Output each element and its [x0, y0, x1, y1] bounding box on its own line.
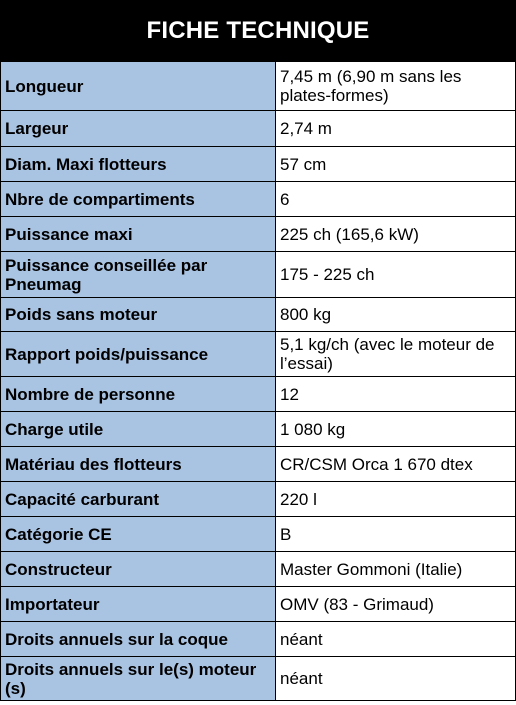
table-row	[1, 252, 516, 298]
row-value: 1 080 kg	[276, 412, 516, 447]
table-row	[1, 622, 516, 657]
row-value: 175 - 225 ch	[276, 252, 516, 298]
row-value: 800 kg	[276, 298, 516, 332]
row-value: 12	[276, 377, 516, 412]
table-row	[1, 517, 516, 552]
row-label: Longueur	[1, 62, 276, 111]
row-value: 225 ch (165,6 kW)	[276, 217, 516, 252]
table-row	[1, 377, 516, 412]
row-value: Master Gommoni (Italie)	[276, 552, 516, 587]
row-label: Nbre de compartiments	[1, 182, 276, 217]
row-value: néant	[276, 657, 516, 701]
row-value: 6	[276, 182, 516, 217]
row-label: Capacité carburant	[1, 482, 276, 517]
row-value: 2,74 m	[276, 111, 516, 147]
sheet-title: FICHE TECHNIQUE	[0, 0, 516, 61]
row-value: B	[276, 517, 516, 552]
table-row	[1, 62, 516, 111]
table-row	[1, 447, 516, 482]
row-label: Importateur	[1, 587, 276, 622]
row-label: Puissance maxi	[1, 217, 276, 252]
row-label: Rapport poids/puissance	[1, 332, 276, 377]
row-value: 7,45 m (6,90 m sans les plates-formes)	[276, 62, 516, 111]
row-label: Puissance conseillée par Pneumag	[1, 252, 276, 298]
table-row	[1, 182, 516, 217]
row-label: Droits annuels sur la coque	[1, 622, 276, 657]
row-label: Constructeur	[1, 552, 276, 587]
table-row	[1, 587, 516, 622]
row-label: Charge utile	[1, 412, 276, 447]
row-value: 5,1 kg/ch (avec le moteur de l’essai)	[276, 332, 516, 377]
row-label: Catégorie CE	[1, 517, 276, 552]
table-row	[1, 482, 516, 517]
table-row	[1, 552, 516, 587]
table-row	[1, 412, 516, 447]
table-row	[1, 217, 516, 252]
table-row	[1, 111, 516, 147]
row-value: OMV (83 - Grimaud)	[276, 587, 516, 622]
row-label: Matériau des flotteurs	[1, 447, 276, 482]
row-value: néant	[276, 622, 516, 657]
row-value: 220 l	[276, 482, 516, 517]
table-row	[1, 298, 516, 332]
row-label: Diam. Maxi flotteurs	[1, 147, 276, 182]
table-row	[1, 332, 516, 377]
row-label: Largeur	[1, 111, 276, 147]
table-row	[1, 147, 516, 182]
row-value: 57 cm	[276, 147, 516, 182]
row-label: Nombre de personne	[1, 377, 276, 412]
spec-table	[0, 61, 516, 701]
row-label: Poids sans moteur	[1, 298, 276, 332]
row-value: CR/CSM Orca 1 670 dtex	[276, 447, 516, 482]
table-row	[1, 657, 516, 701]
row-label: Droits annuels sur le(s) moteur (s)	[1, 657, 276, 701]
